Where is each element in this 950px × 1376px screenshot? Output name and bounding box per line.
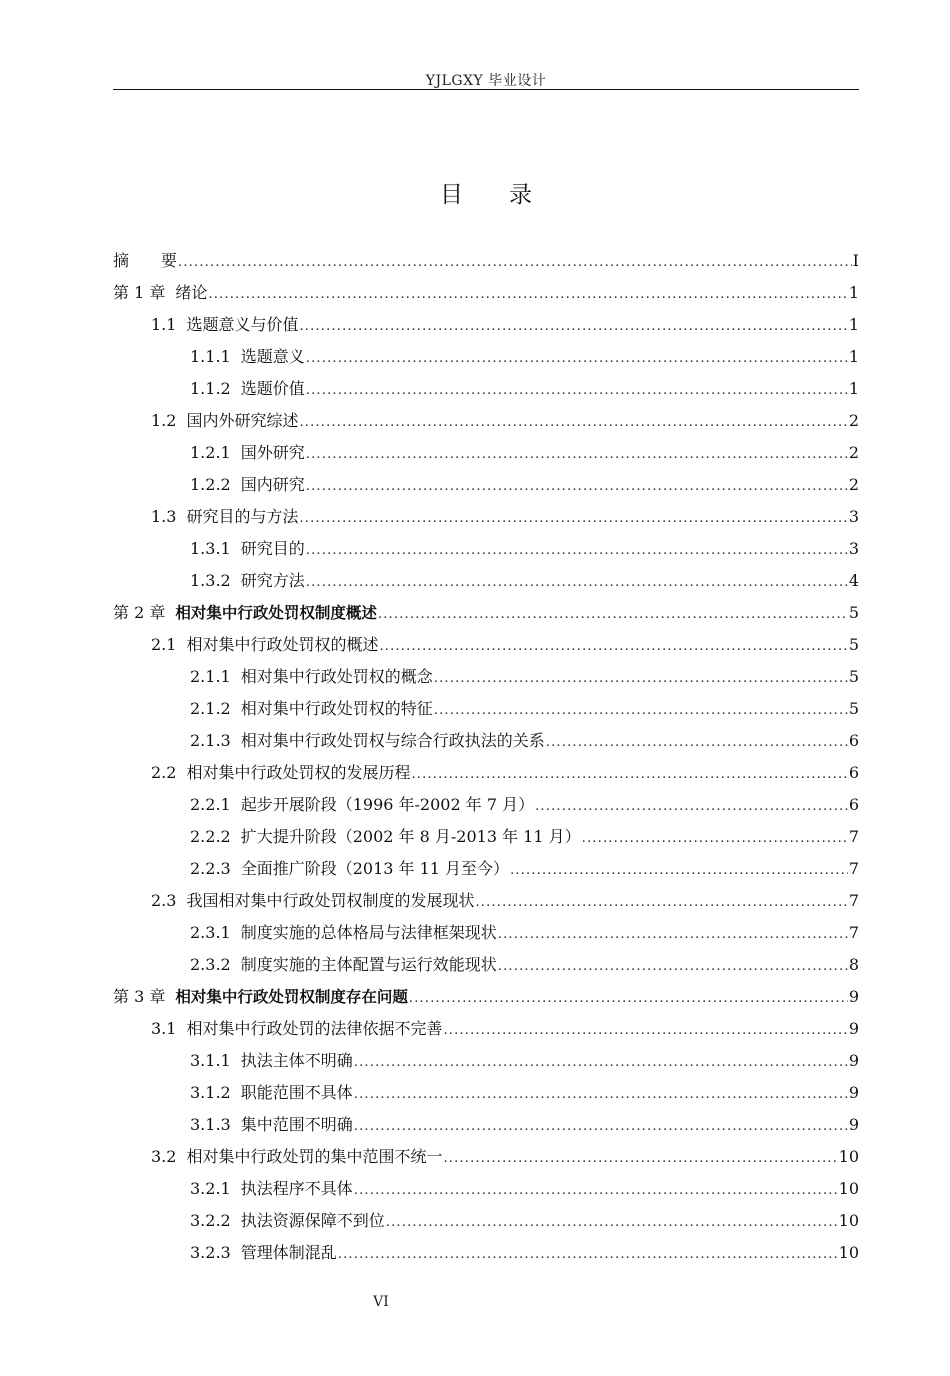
toc-entry-title: 相对集中行政处罚的法律依据不完善 <box>186 1019 443 1038</box>
dot-leader <box>299 407 847 439</box>
toc-entry[interactable] <box>113 981 859 1013</box>
toc-entry-page: 2 <box>848 443 859 462</box>
toc-entry[interactable] <box>113 341 859 373</box>
toc-entry-title: 绪论 <box>175 283 208 302</box>
toc-title: 目 录 <box>440 182 532 208</box>
toc-entry-number: 1.3.1 <box>190 539 231 558</box>
toc-entry-number: 2.1 <box>151 635 177 654</box>
toc-entry-number: 3.1.2 <box>190 1083 231 1102</box>
toc-entry-title: 研究目的与方法 <box>186 507 299 526</box>
toc-entry-page: 9 <box>848 987 859 1006</box>
toc-entry-title: 研究目的 <box>240 539 305 558</box>
toc-entry-title: 相对集中行政处罚权制度概述 <box>175 604 377 622</box>
toc-entry-number: 2.2.1 <box>190 795 231 814</box>
dot-leader <box>306 535 848 567</box>
toc-entry-title: 相对集中行政处罚权的发展历程 <box>186 763 411 782</box>
dot-leader <box>434 695 848 727</box>
toc-entry[interactable] <box>113 821 859 853</box>
toc-entry-title: 研究方法 <box>240 571 305 590</box>
toc-entry-number: 第 1 章 <box>113 283 166 302</box>
table-of-contents <box>113 245 859 1269</box>
dot-leader <box>338 1239 838 1271</box>
toc-entry-page: 5 <box>848 603 859 622</box>
toc-entry-number: 1.1 <box>151 315 177 334</box>
toc-entry-title: 国内研究 <box>240 475 305 494</box>
toc-entry-page: 9 <box>848 1083 859 1102</box>
toc-entry-title: 摘 要 <box>113 251 178 270</box>
toc-entry-number: 第 2 章 <box>113 603 166 622</box>
toc-entry[interactable] <box>113 885 859 917</box>
toc-entry-title: 执法资源保障不到位 <box>240 1211 385 1230</box>
toc-entry[interactable] <box>113 693 859 725</box>
dot-leader <box>306 343 848 375</box>
toc-entry[interactable] <box>113 469 859 501</box>
toc-entry-number: 2.2.2 <box>190 827 231 846</box>
toc-entry-title: 选题意义 <box>240 347 305 366</box>
toc-entry-title: 职能范围不具体 <box>240 1083 353 1102</box>
toc-entry-title: 全面推广阶段（2013 年 11 月至今） <box>240 859 510 878</box>
toc-entry-page: I <box>852 251 859 270</box>
toc-entry-number: 3.2 <box>151 1147 177 1166</box>
toc-entry-number: 1.1.2 <box>190 379 231 398</box>
toc-entry-number: 2.1.3 <box>190 731 231 750</box>
toc-entry[interactable] <box>113 533 859 565</box>
toc-entry-page: 7 <box>848 859 859 878</box>
toc-entry[interactable] <box>113 757 859 789</box>
toc-entry-page: 6 <box>848 795 859 814</box>
toc-entry-number: 1.3.2 <box>190 571 231 590</box>
toc-entry-title: 相对集中行政处罚的集中范围不统一 <box>186 1147 443 1166</box>
dot-leader <box>306 471 848 503</box>
toc-entry-page: 5 <box>848 699 859 718</box>
toc-entry[interactable] <box>113 1173 859 1205</box>
dot-leader <box>379 631 847 663</box>
toc-entry-number: 3.1 <box>151 1019 177 1038</box>
toc-entry-page: 1 <box>848 315 859 334</box>
toc-entry[interactable] <box>113 1237 859 1269</box>
dot-leader <box>498 919 848 951</box>
dot-leader <box>354 1175 838 1207</box>
toc-entry-page: 10 <box>838 1147 859 1166</box>
toc-entry-title: 相对集中行政处罚权的特征 <box>240 699 433 718</box>
toc-entry[interactable] <box>113 1045 859 1077</box>
toc-entry-page: 3 <box>848 539 859 558</box>
toc-entry-page: 1 <box>848 347 859 366</box>
toc-entry[interactable] <box>113 373 859 405</box>
toc-entry[interactable] <box>113 853 859 885</box>
toc-entry-title: 起步开展阶段（1996 年-2002 年 7 月） <box>240 795 535 814</box>
dot-leader <box>411 759 847 791</box>
dot-leader <box>498 951 848 983</box>
dot-leader <box>535 791 848 823</box>
toc-entry-page: 5 <box>848 635 859 654</box>
dot-leader <box>306 439 848 471</box>
toc-entry-number: 第 3 章 <box>113 987 166 1006</box>
toc-entry-page: 6 <box>848 763 859 782</box>
toc-entry[interactable] <box>113 1109 859 1141</box>
dot-leader <box>178 247 852 279</box>
dot-leader <box>299 503 847 535</box>
dot-leader <box>299 311 847 343</box>
dot-leader <box>354 1111 848 1143</box>
toc-entry-page: 10 <box>838 1179 859 1198</box>
dot-leader <box>386 1207 838 1239</box>
toc-entry[interactable] <box>113 1077 859 1109</box>
toc-entry-page: 7 <box>848 827 859 846</box>
dot-leader <box>208 279 847 311</box>
toc-entry-title: 管理体制混乱 <box>240 1243 337 1262</box>
toc-entry-title: 执法程序不具体 <box>240 1179 353 1198</box>
toc-entry-number: 2.3.2 <box>190 955 231 974</box>
dot-leader <box>409 983 848 1015</box>
page-number-footer: VI <box>373 1294 389 1310</box>
toc-entry[interactable] <box>113 277 859 309</box>
toc-entry-title: 相对集中行政处罚权的概念 <box>240 667 433 686</box>
toc-entry-number: 1.2.2 <box>190 475 231 494</box>
dot-leader <box>306 375 848 407</box>
toc-entry-page: 10 <box>838 1243 859 1262</box>
toc-entry-title: 相对集中行政处罚权与综合行政执法的关系 <box>240 731 545 750</box>
toc-entry-page: 6 <box>848 731 859 750</box>
toc-entry-title: 我国相对集中行政处罚权制度的发展现状 <box>186 891 475 910</box>
toc-entry[interactable] <box>113 789 859 821</box>
toc-entry[interactable] <box>113 725 859 757</box>
dot-leader <box>582 823 848 855</box>
toc-entry-page: 4 <box>848 571 859 590</box>
toc-entry-page: 9 <box>848 1115 859 1134</box>
header-rule <box>113 89 859 90</box>
toc-entry[interactable] <box>113 949 859 981</box>
toc-entry-title: 执法主体不明确 <box>240 1051 353 1070</box>
toc-entry[interactable] <box>113 1141 859 1173</box>
toc-entry[interactable] <box>113 917 859 949</box>
toc-entry-title: 选题价值 <box>240 379 305 398</box>
dot-leader <box>354 1047 848 1079</box>
toc-entry-page: 2 <box>848 475 859 494</box>
toc-entry-title: 扩大提升阶段（2002 年 8 月-2013 年 11 月） <box>240 827 581 846</box>
toc-entry-page: 1 <box>848 379 859 398</box>
toc-entry-page: 8 <box>848 955 859 974</box>
toc-entry-page: 3 <box>848 507 859 526</box>
toc-entry[interactable] <box>113 629 859 661</box>
dot-leader <box>306 567 848 599</box>
toc-entry-number: 3.1.3 <box>190 1115 231 1134</box>
toc-entry[interactable] <box>113 661 859 693</box>
toc-entry-page: 2 <box>848 411 859 430</box>
toc-entry-page: 1 <box>848 283 859 302</box>
toc-entry-title: 国外研究 <box>240 443 305 462</box>
toc-entry-page: 9 <box>848 1051 859 1070</box>
toc-entry-page: 5 <box>848 667 859 686</box>
toc-entry[interactable] <box>113 565 859 597</box>
toc-entry-number: 2.2 <box>151 763 177 782</box>
toc-entry-page: 7 <box>848 923 859 942</box>
toc-entry-number: 2.2.3 <box>190 859 231 878</box>
dot-leader <box>510 855 848 887</box>
toc-entry-number: 2.3.1 <box>190 923 231 942</box>
toc-entry-number: 2.1.1 <box>190 667 231 686</box>
toc-entry-number: 3.1.1 <box>190 1051 231 1070</box>
toc-entry[interactable] <box>113 1205 859 1237</box>
toc-entry-number: 2.1.2 <box>190 699 231 718</box>
toc-entry[interactable] <box>113 437 859 469</box>
toc-entry-number: 1.3 <box>151 507 177 526</box>
toc-entry-number: 3.2.3 <box>190 1243 231 1262</box>
toc-entry-number: 1.2.1 <box>190 443 231 462</box>
toc-entry[interactable] <box>113 245 859 277</box>
toc-entry-number: 1.2 <box>151 411 177 430</box>
toc-entry-number: 3.2.1 <box>190 1179 231 1198</box>
toc-entry-title: 相对集中行政处罚权制度存在问题 <box>175 988 408 1006</box>
page-header: YJLGXY 毕业设计 <box>425 73 547 89</box>
toc-entry-title: 相对集中行政处罚权的概述 <box>186 635 379 654</box>
dot-leader <box>354 1079 848 1111</box>
toc-entry[interactable] <box>113 405 859 437</box>
toc-entry-title: 集中范围不明确 <box>240 1115 353 1134</box>
dot-leader <box>443 1015 847 1047</box>
toc-entry-number: 1.1.1 <box>190 347 231 366</box>
toc-entry-number: 2.3 <box>151 891 177 910</box>
toc-entry[interactable] <box>113 597 859 629</box>
toc-entry-title: 选题意义与价值 <box>186 315 299 334</box>
toc-entry-title: 制度实施的主体配置与运行效能现状 <box>240 955 497 974</box>
toc-entry[interactable] <box>113 501 859 533</box>
dot-leader <box>443 1143 837 1175</box>
dot-leader <box>546 727 848 759</box>
toc-entry-title: 国内外研究综述 <box>186 411 299 430</box>
toc-entry-page: 10 <box>838 1211 859 1230</box>
dot-leader <box>475 887 847 919</box>
toc-entry-number: 3.2.2 <box>190 1211 231 1230</box>
toc-entry[interactable] <box>113 309 859 341</box>
dot-leader <box>378 599 848 631</box>
toc-entry-page: 9 <box>848 1019 859 1038</box>
dot-leader <box>434 663 848 695</box>
toc-entry-page: 7 <box>848 891 859 910</box>
toc-entry-title: 制度实施的总体格局与法律框架现状 <box>240 923 497 942</box>
toc-entry[interactable] <box>113 1013 859 1045</box>
